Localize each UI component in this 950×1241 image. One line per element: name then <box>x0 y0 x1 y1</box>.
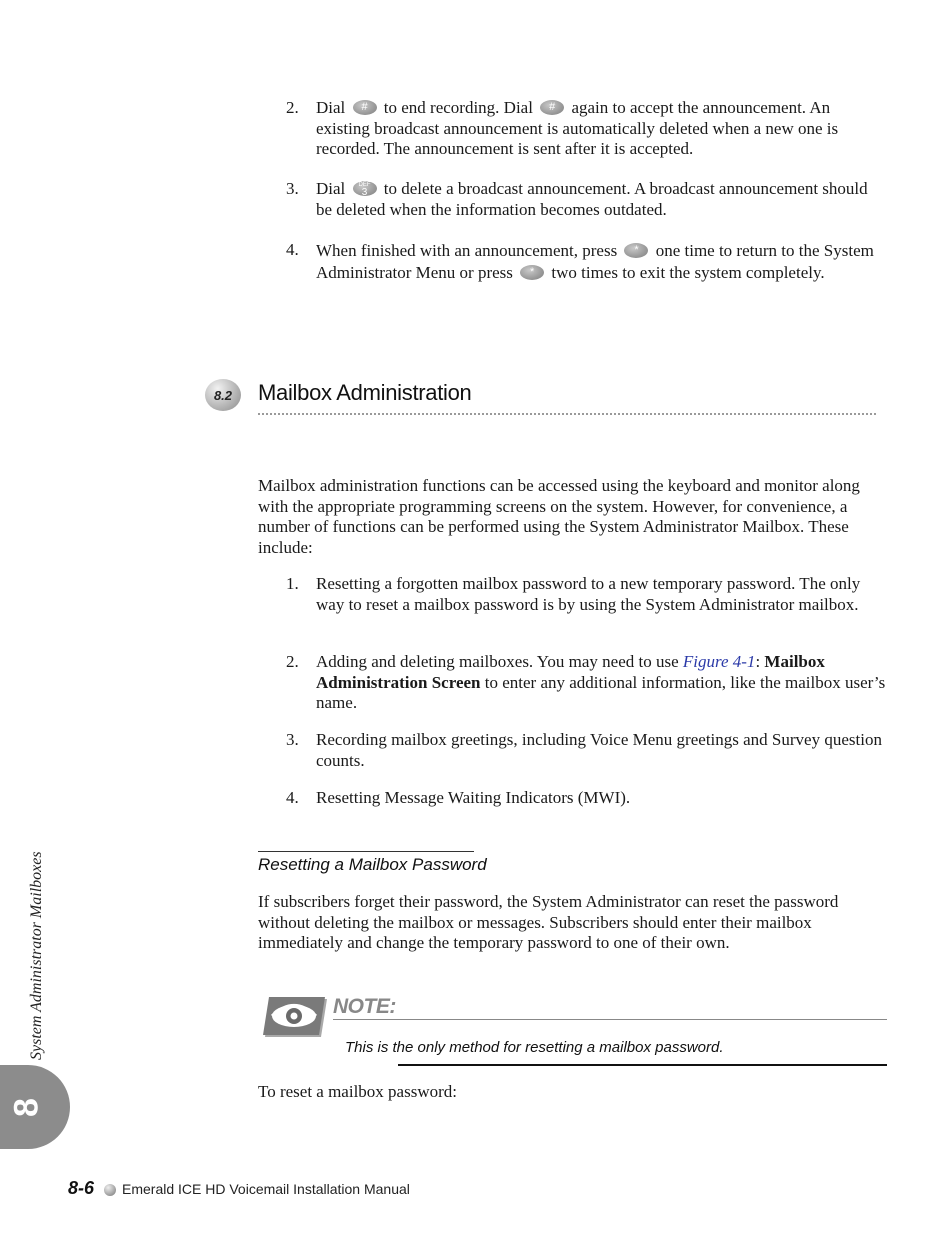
item-number: 1. <box>286 574 299 593</box>
step-text: again to accept the announcement. An existing broadcast announcement is automatically deleted when a new one is recorded. The announcement is sent after it is accepted. <box>316 98 839 158</box>
subheading: Resetting a Mailbox Password <box>258 855 487 874</box>
pound-key-icon: # <box>540 100 564 115</box>
key-3-icon <box>353 181 377 196</box>
item-text: Resetting Message Waiting Indicators (MWI). <box>316 788 631 807</box>
subsection-paragraph: If subscribers forget their password, the System Administrator can reset the password without deleting the mailbox or messages. Subscribers should enter their mailbox immediately and change the temporary password to one of their own. <box>258 892 839 952</box>
item-text: Adding and deleting mailboxes. You may need to use <box>316 652 679 671</box>
section-divider <box>258 413 876 415</box>
bullet-icon <box>104 1184 116 1196</box>
step-number: 3. <box>286 179 299 198</box>
item-number: 3. <box>286 730 299 749</box>
item-text: : <box>755 652 761 671</box>
note-label: NOTE: <box>333 995 396 1018</box>
note-rule <box>398 1064 887 1066</box>
pound-key-icon: # <box>353 100 377 115</box>
note-rule <box>333 1019 887 1020</box>
note-text: This is the only method for resetting a mailbox password. <box>345 1039 724 1056</box>
function-1 <box>286 574 886 615</box>
key-letters: DEF <box>358 181 371 188</box>
section-number-badge: 8.2 <box>205 379 241 411</box>
item-bold-text: Mailbox Administration Screen <box>316 652 825 692</box>
intro-paragraph: Mailbox administration functions can be accessed using the keyboard and monitor along with the appropriate programming screens on the system. However, for convenience, a number of functions can be performed using the System Administrator Mailbox. These include: <box>258 476 860 557</box>
step-text: one time to return to the System Administrator Menu or press <box>316 241 874 282</box>
step-4 <box>286 240 886 284</box>
item-text: Recording mailbox greetings, including Voice Menu greetings and Survey question counts. <box>316 730 882 770</box>
function-3 <box>286 730 886 771</box>
step-text: When finished with an announcement, press <box>316 241 618 260</box>
chapter-number: 8 <box>7 1098 46 1117</box>
function-4 <box>286 788 886 809</box>
step-text: to end recording. Dial <box>383 98 533 117</box>
item-number: 4. <box>286 788 299 807</box>
eye-icon <box>263 995 329 1046</box>
item-text: Resetting a forgotten mailbox password to a new temporary password. The only way to reset a mailbox password is by using the System Administrator mailbox. <box>316 574 861 614</box>
step-text: two times to exit the system completely. <box>551 263 825 282</box>
section-title: Mailbox Administration <box>258 380 472 405</box>
figure-link[interactable]: Figure 4-1 <box>682 652 756 671</box>
item-number: 2. <box>286 652 299 671</box>
step-2 <box>286 98 886 160</box>
step-3 <box>286 179 886 220</box>
subheading-rule <box>258 851 474 852</box>
chapter-title: System Administrator Mailboxes <box>28 851 45 1060</box>
star-key-icon: * <box>520 265 544 280</box>
manual-title: Emerald ICE HD Voicemail Installation Manual <box>122 1181 410 1197</box>
function-2 <box>286 652 886 714</box>
star-key-icon: * <box>624 243 648 258</box>
step-text: to delete a broadcast announcement. A broadcast announcement should be deleted when the information becomes outdated. <box>316 179 868 219</box>
step-number: 4. <box>286 240 299 259</box>
step-number: 2. <box>286 98 299 117</box>
step-text: Dial <box>316 179 346 198</box>
step-text: Dial <box>316 98 346 117</box>
page-number: 8-6 <box>68 1178 95 1198</box>
closing-text: To reset a mailbox password: <box>258 1082 457 1101</box>
key-digit: 3 <box>361 186 368 198</box>
item-text: to enter any additional information, like the mailbox user’s name. <box>316 672 886 712</box>
